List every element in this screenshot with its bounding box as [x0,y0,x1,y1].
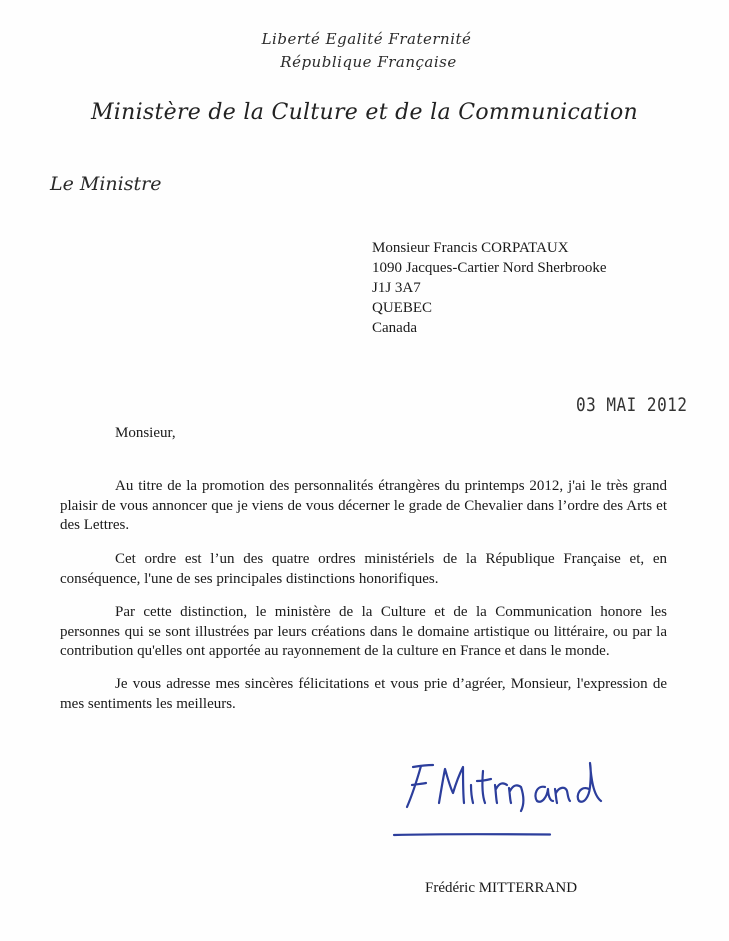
date-stamp: 03 MAI 2012 [576,393,688,416]
sender-title: Le Ministre [50,173,162,195]
recipient-country: Canada [372,320,417,336]
recipient-street: 1090 Jacques-Cartier Nord Sherbrooke [372,260,607,276]
recipient-postal-code: J1J 3A7 [372,280,421,296]
motto-line: Liberté Egalité Fraternité [261,30,472,48]
handwritten-signature [395,755,615,815]
body-paragraph: Au titre de la promotion des personnalités étrangères du printemps 2012, j'ai le très grand plaisir de vous annoncer que je viens de vous décerner le grade de Chevalier dans l’ordre des Arts et des Lettres. [60,478,667,533]
signer-name: Frédéric MITTERRAND [425,880,578,896]
body-paragraph: Je vous adresse mes sincères félicitations et vous prie d’agréer, Monsieur, l'expression de mes sentiments les meilleurs. [60,676,667,712]
republic-line: République Française [280,53,457,71]
recipient-name: Monsieur Francis CORPATAUX [372,240,569,256]
signature-underline [392,832,552,838]
recipient-province: QUEBEC [372,300,432,316]
ministry-heading: Ministère de la Culture et de la Communication [90,100,639,125]
body-paragraph: Par cette distinction, le ministère de la Culture et de la Communication honore les personnes qui se sont illustrées par leurs créations dans le domaine artistique ou littéraire, ou par la contribution qu'elles ont apportée au rayonnement de la culture en France et dans le monde. [60,604,667,659]
recipient-address [372,238,607,338]
body-paragraph: Cet ordre est l’un des quatre ordres ministériels de la République Française et, en conséquence, l'une de ses principales distinctions honorifiques. [60,551,667,587]
salutation: Monsieur, [115,425,176,441]
